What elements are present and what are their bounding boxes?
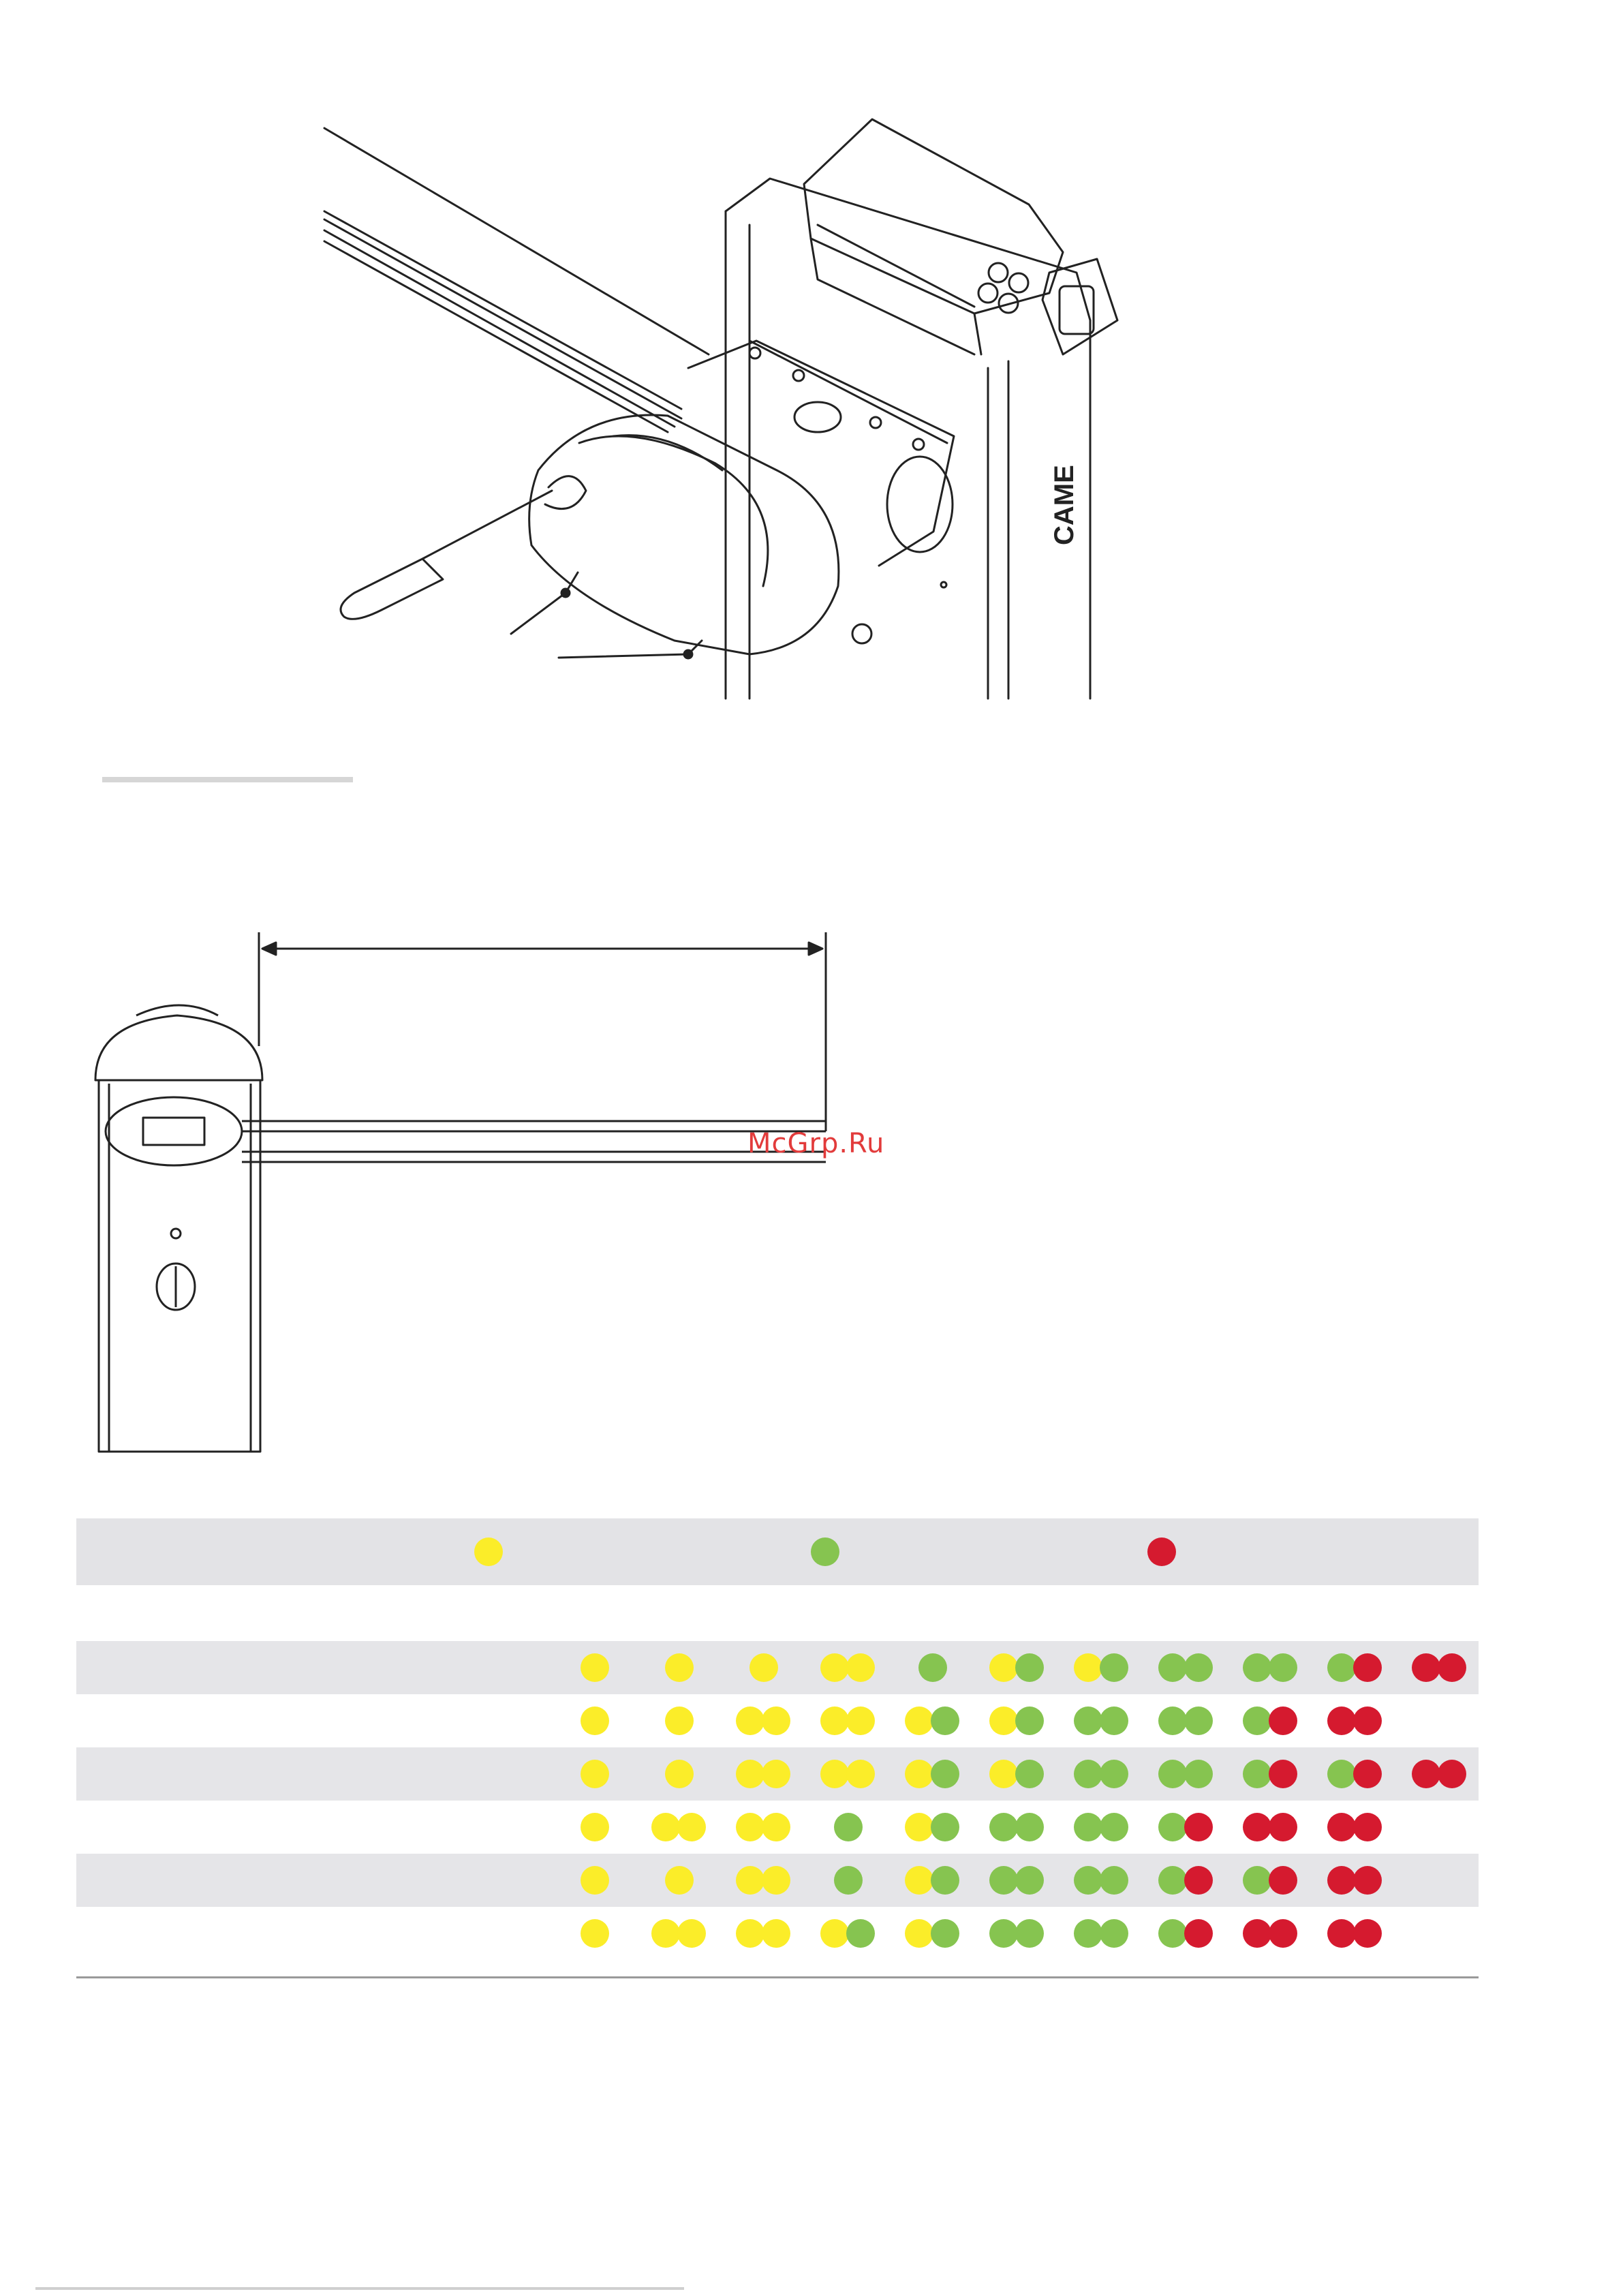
yellow-dot-icon xyxy=(581,1813,609,1841)
legend-row xyxy=(76,1518,1479,1585)
indicator-cell xyxy=(989,1760,1057,1788)
yellow-dot-icon xyxy=(989,1653,1018,1682)
indicator-cell xyxy=(736,1866,804,1895)
red-dot-icon xyxy=(1353,1919,1382,1948)
indicator-cell xyxy=(989,1653,1057,1682)
green-dot-icon xyxy=(1074,1866,1102,1895)
yellow-dot-icon xyxy=(762,1919,790,1948)
green-dot-icon xyxy=(1015,1760,1044,1788)
indicator-cell xyxy=(736,1706,804,1735)
yellow-dot-icon xyxy=(762,1813,790,1841)
yellow-dot-icon xyxy=(905,1706,933,1735)
indicator-cell xyxy=(651,1653,720,1682)
green-dot-icon xyxy=(1015,1706,1044,1735)
indicator-cell xyxy=(736,1813,804,1841)
yellow-dot-icon xyxy=(762,1866,790,1895)
red-dot-icon xyxy=(1353,1866,1382,1895)
indicator-cell xyxy=(1158,1813,1226,1841)
green-dot-icon xyxy=(1015,1653,1044,1682)
yellow-dot-icon xyxy=(736,1813,764,1841)
green-dot-icon xyxy=(1184,1653,1213,1682)
indicator-cell xyxy=(651,1919,720,1948)
indicator-cell xyxy=(989,1866,1057,1895)
indicator-cell xyxy=(567,1706,635,1735)
indicator-cell xyxy=(567,1653,635,1682)
indicator-cell xyxy=(1243,1760,1311,1788)
indicator-cell xyxy=(1074,1653,1142,1682)
yellow-dot-icon xyxy=(820,1706,849,1735)
red-dot-icon xyxy=(1243,1813,1271,1841)
table-row xyxy=(76,1747,1479,1801)
yellow-dot-icon xyxy=(736,1706,764,1735)
indicator-cell xyxy=(989,1919,1057,1948)
indicator-cell xyxy=(1158,1760,1226,1788)
green-dot-icon xyxy=(1100,1813,1128,1841)
indicator-cell xyxy=(820,1919,888,1948)
green-dot-icon xyxy=(1269,1653,1297,1682)
green-dot-icon xyxy=(1015,1813,1044,1841)
indicator-cell xyxy=(989,1813,1057,1841)
yellow-dot-icon xyxy=(677,1813,706,1841)
yellow-dot-icon xyxy=(736,1760,764,1788)
indicator-cell xyxy=(736,1760,804,1788)
indicator-cell xyxy=(1412,1653,1480,1682)
green-dot-icon xyxy=(1158,1653,1187,1682)
yellow-dot-icon xyxy=(581,1866,609,1895)
table-row xyxy=(76,1907,1479,1960)
indicator-cell xyxy=(905,1760,973,1788)
yellow-dot-icon xyxy=(846,1760,875,1788)
yellow-dot-icon xyxy=(846,1653,875,1682)
green-dot-icon xyxy=(1100,1760,1128,1788)
green-dot-icon xyxy=(1074,1760,1102,1788)
red-dot-icon xyxy=(1327,1706,1356,1735)
yellow-dot-icon xyxy=(762,1760,790,1788)
indicator-cell xyxy=(989,1706,1057,1735)
indicator-cell xyxy=(1074,1813,1142,1841)
red-dot-icon xyxy=(1327,1813,1356,1841)
green-dot-icon xyxy=(1184,1760,1213,1788)
red-dot-icon xyxy=(1412,1760,1440,1788)
indicator-cell xyxy=(1158,1919,1226,1948)
green-dot-icon xyxy=(931,1760,959,1788)
indicator-cell xyxy=(1243,1919,1311,1948)
green-dot-icon xyxy=(931,1706,959,1735)
yellow-dot-icon xyxy=(749,1653,778,1682)
indicator-cell xyxy=(1158,1866,1226,1895)
green-dot-icon xyxy=(1243,1866,1271,1895)
red-dot-icon xyxy=(1184,1866,1213,1895)
red-dot-icon xyxy=(1269,1866,1297,1895)
indicator-cell xyxy=(651,1706,720,1735)
green-dot-icon xyxy=(1015,1919,1044,1948)
indicator-cell xyxy=(905,1653,973,1682)
red-dot-icon xyxy=(1269,1813,1297,1841)
green-dot-icon xyxy=(1158,1813,1187,1841)
indicator-cell xyxy=(1327,1653,1395,1682)
yellow-dot-icon xyxy=(820,1653,849,1682)
indicator-cell xyxy=(1243,1813,1311,1841)
green-dot-icon xyxy=(1074,1919,1102,1948)
green-dot-icon xyxy=(1243,1653,1271,1682)
table-bottom-rule xyxy=(76,1976,1479,1978)
red-dot-icon xyxy=(1353,1653,1382,1682)
green-dot-icon xyxy=(989,1813,1018,1841)
green-dot-icon xyxy=(1100,1653,1128,1682)
watermark-text: McGrp.Ru xyxy=(747,1128,885,1159)
indicator-cell xyxy=(1074,1706,1142,1735)
indicator-cell xyxy=(651,1813,720,1841)
indicator-cell xyxy=(1327,1760,1395,1788)
indicator-cell xyxy=(567,1813,635,1841)
yellow-dot-icon xyxy=(677,1919,706,1948)
yellow-dot-icon xyxy=(474,1537,503,1566)
indicator-cell xyxy=(736,1653,804,1682)
indicator-cell xyxy=(1327,1919,1395,1948)
yellow-dot-icon xyxy=(665,1653,694,1682)
green-dot-icon xyxy=(918,1653,947,1682)
indicator-cell xyxy=(1158,1653,1226,1682)
table-row xyxy=(76,1801,1479,1854)
yellow-dot-icon xyxy=(581,1919,609,1948)
yellow-dot-icon xyxy=(665,1760,694,1788)
yellow-dot-icon xyxy=(651,1919,680,1948)
green-dot-icon xyxy=(1100,1919,1128,1948)
indicator-cell xyxy=(820,1760,888,1788)
yellow-dot-icon xyxy=(581,1653,609,1682)
indicator-cell xyxy=(820,1653,888,1682)
green-dot-icon xyxy=(1158,1760,1187,1788)
red-dot-icon xyxy=(1438,1653,1466,1682)
yellow-dot-icon xyxy=(905,1919,933,1948)
indicator-cell xyxy=(1243,1866,1311,1895)
indicator-cell xyxy=(736,1919,804,1948)
indicator-cell xyxy=(1243,1653,1311,1682)
red-dot-icon xyxy=(1353,1760,1382,1788)
green-dot-icon xyxy=(846,1919,875,1948)
green-dot-icon xyxy=(834,1866,863,1895)
red-dot-icon xyxy=(1269,1706,1297,1735)
red-dot-icon xyxy=(1243,1919,1271,1948)
indicator-cell xyxy=(1243,1706,1311,1735)
green-dot-icon xyxy=(1100,1706,1128,1735)
green-dot-icon xyxy=(1074,1706,1102,1735)
indicator-cell xyxy=(1074,1919,1142,1948)
indicator-cell xyxy=(820,1866,888,1895)
indicator-cell xyxy=(1327,1813,1395,1841)
red-dot-icon xyxy=(1438,1760,1466,1788)
green-dot-icon xyxy=(931,1919,959,1948)
indicator-cell xyxy=(1158,1706,1226,1735)
green-dot-icon xyxy=(1243,1706,1271,1735)
indicator-cell xyxy=(1074,1866,1142,1895)
yellow-dot-icon xyxy=(581,1706,609,1735)
red-dot-icon xyxy=(1184,1919,1213,1948)
green-dot-icon xyxy=(1327,1653,1356,1682)
green-dot-icon xyxy=(1100,1866,1128,1895)
yellow-dot-icon xyxy=(736,1866,764,1895)
yellow-dot-icon xyxy=(665,1866,694,1895)
yellow-dot-icon xyxy=(581,1760,609,1788)
table-row xyxy=(76,1854,1479,1907)
yellow-dot-icon xyxy=(820,1919,849,1948)
indicator-cell xyxy=(905,1866,973,1895)
yellow-dot-icon xyxy=(651,1813,680,1841)
yellow-dot-icon xyxy=(989,1760,1018,1788)
green-dot-icon xyxy=(931,1813,959,1841)
red-dot-icon xyxy=(1327,1919,1356,1948)
indicator-cell xyxy=(820,1813,888,1841)
red-dot-icon xyxy=(1353,1813,1382,1841)
green-dot-icon xyxy=(834,1813,863,1841)
yellow-dot-icon xyxy=(846,1706,875,1735)
indicator-cell xyxy=(651,1760,720,1788)
indicator-cell xyxy=(1412,1760,1480,1788)
indicator-cell xyxy=(905,1706,973,1735)
red-dot-icon xyxy=(1353,1706,1382,1735)
indicator-cell xyxy=(905,1919,973,1948)
green-dot-icon xyxy=(989,1866,1018,1895)
yellow-dot-icon xyxy=(905,1866,933,1895)
indicator-cell xyxy=(905,1813,973,1841)
green-dot-icon xyxy=(989,1919,1018,1948)
indicator-cell xyxy=(567,1919,635,1948)
brand-logo: CAME xyxy=(1049,465,1079,545)
yellow-dot-icon xyxy=(665,1706,694,1735)
green-dot-icon xyxy=(1158,1706,1187,1735)
red-dot-icon xyxy=(1269,1919,1297,1948)
green-dot-icon xyxy=(1184,1706,1213,1735)
yellow-dot-icon xyxy=(989,1706,1018,1735)
indicator-cell xyxy=(1074,1760,1142,1788)
indicator-cell xyxy=(1327,1706,1395,1735)
yellow-dot-icon xyxy=(905,1813,933,1841)
indicator-cell xyxy=(567,1760,635,1788)
green-dot-icon xyxy=(1158,1866,1187,1895)
yellow-dot-icon xyxy=(820,1760,849,1788)
red-dot-icon xyxy=(1147,1537,1176,1566)
page-bottom-rule xyxy=(35,2287,684,2290)
green-dot-icon xyxy=(1015,1866,1044,1895)
green-dot-icon xyxy=(1243,1760,1271,1788)
table-row xyxy=(76,1641,1479,1694)
green-dot-icon xyxy=(1327,1760,1356,1788)
red-dot-icon xyxy=(1412,1653,1440,1682)
green-dot-icon xyxy=(1074,1813,1102,1841)
indicator-cell xyxy=(651,1866,720,1895)
yellow-dot-icon xyxy=(736,1919,764,1948)
yellow-dot-icon xyxy=(762,1706,790,1735)
green-dot-icon xyxy=(811,1537,839,1566)
indicator-cell xyxy=(820,1706,888,1735)
yellow-dot-icon xyxy=(1074,1653,1102,1682)
red-dot-icon xyxy=(1184,1813,1213,1841)
red-dot-icon xyxy=(1327,1866,1356,1895)
yellow-dot-icon xyxy=(905,1760,933,1788)
indicator-cell xyxy=(567,1866,635,1895)
red-dot-icon xyxy=(1269,1760,1297,1788)
green-dot-icon xyxy=(1158,1919,1187,1948)
indicator-cell xyxy=(1327,1866,1395,1895)
green-dot-icon xyxy=(931,1866,959,1895)
table-row xyxy=(76,1694,1479,1747)
